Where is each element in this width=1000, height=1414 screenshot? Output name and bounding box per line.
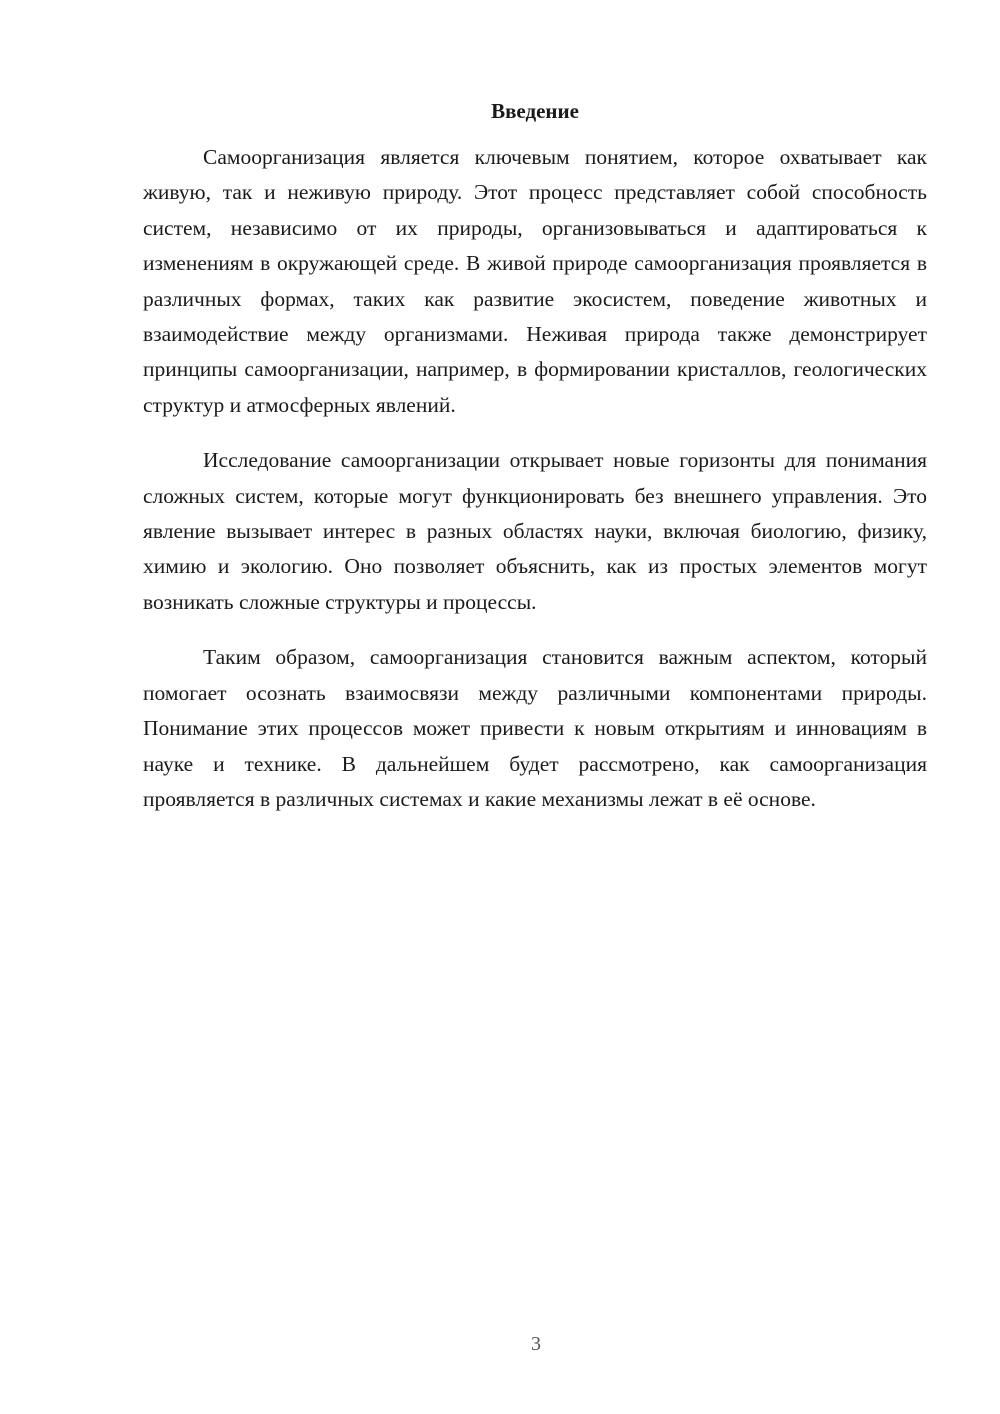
section-heading: Введение: [491, 99, 579, 123]
paragraph-3: Таким образом, самоорганизация становится важным аспектом, который помогает осознать взаимосвязи между различными компонентами природы. Понимание этих процессов может привести к новым открытиям и инновациям в науке и технике. В дальнейшем будет рассмотрено, как самоорганизация проявляется в различных системах и какие механизмы лежат в её основе.: [143, 645, 927, 811]
paragraph-1: Самоорганизация является ключевым понятием, которое охватывает как живую, так и неживую природу. Этот процесс представляет собой способность систем, независимо от их природы, организовываться и адаптироваться к изменениям в окружающей среде. В живой природе самоорганизация проявляется в различных формах, таких как развитие экосистем, поведение животных и взаимодействие между организмами. Неживая природа также демонстрирует принципы самоорганизации, например, в формировании кристаллов, геологических структур и атмосферных явлений.: [143, 145, 927, 417]
page-number: 3: [531, 1333, 541, 1355]
paragraph-2: Исследование самоорганизации открывает новые горизонты для понимания сложных систем, которые могут функционировать без внешнего управления. Это явление вызывает интерес в разных областях науки, включая биологию, физику, химию и экологию. Оно позволяет объяснить, как из простых элементов могут возникать сложные структуры и процессы.: [143, 448, 927, 614]
page-content: [143, 96, 927, 837]
